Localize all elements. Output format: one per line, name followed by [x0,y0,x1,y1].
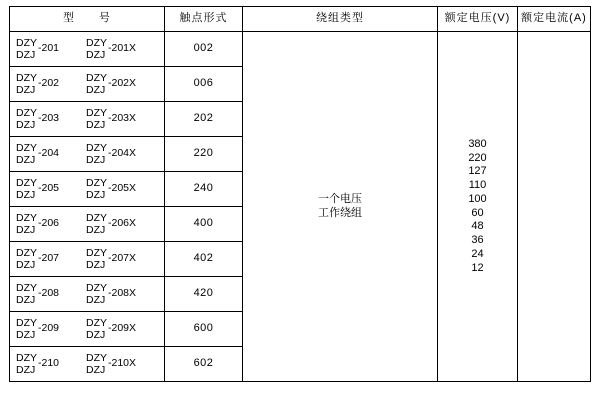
voltage-value: 24 [471,247,484,260]
model-prefix-d: DZJ [86,154,106,166]
model-prefix-b: DZJ [16,154,36,166]
cell-model [10,207,165,242]
relay-spec-table [9,6,591,382]
voltage-value: 380 [468,137,487,150]
cell-contact-form: 002 [165,32,243,67]
model-prefix-c: DZY [86,316,107,329]
model-suffix-a: -207 [38,252,60,265]
model-suffix-a: -206 [38,217,60,230]
model-group-right [86,317,156,341]
model-prefix-a: DZY [16,176,37,189]
model-suffix-c: -208X [108,287,137,300]
model-suffix-c: -204X [108,147,137,160]
cell-contact-form: 402 [165,242,243,277]
cell-model [10,67,165,102]
cell-model [10,277,165,312]
model-group-left [16,37,86,61]
voltage-value: 60 [471,206,484,219]
model-prefix-d: DZJ [86,329,106,341]
model-prefix-c: DZY [86,71,107,84]
model-prefix-b: DZJ [16,84,36,96]
model-suffix-a: -202 [38,77,60,90]
model-suffix-a: -209 [38,322,60,335]
voltage-value: 36 [471,234,484,246]
header-rated-voltage: 额定电压(V) [438,7,518,32]
cell-contact-form: 220 [165,137,243,172]
model-prefix-a: DZY [16,106,37,119]
model-suffix-c: -206X [108,217,137,230]
table-header-row [10,7,591,32]
model-group-right [86,177,156,201]
model-prefix-b: DZJ [16,364,36,376]
model-prefix-b: DZJ [16,49,36,61]
model-suffix-c: -202X [108,77,137,90]
model-group-right [86,282,156,306]
model-group-left [16,177,86,201]
cell-contact-form: 240 [165,172,243,207]
model-prefix-a: DZY [16,246,37,259]
header-winding-type: 绕组类型 [243,7,438,32]
cell-model [10,242,165,277]
model-group-right [86,142,156,166]
cell-model [10,172,165,207]
cell-model [10,312,165,347]
cell-model [10,137,165,172]
model-prefix-c: DZY [86,351,107,364]
model-prefix-b: DZJ [16,224,36,236]
model-group-left [16,282,86,306]
model-prefix-d: DZJ [86,294,106,306]
model-prefix-d: DZJ [86,224,106,236]
model-suffix-c: -203X [108,112,137,125]
table-row [10,32,591,67]
model-prefix-d: DZJ [86,259,106,271]
model-prefix-c: DZY [86,211,107,224]
model-prefix-c: DZY [86,281,107,294]
model-suffix-c: -205X [108,182,137,195]
model-prefix-c: DZY [86,246,107,259]
model-prefix-d: DZJ [86,119,106,131]
cell-contact-form: 202 [165,102,243,137]
model-prefix-b: DZJ [16,294,36,306]
model-suffix-a: -203 [38,112,60,125]
cell-rated-current [518,32,591,382]
model-prefix-c: DZY [86,36,107,49]
model-prefix-c: DZY [86,141,107,154]
cell-rated-voltage [438,32,518,382]
model-group-right [86,107,156,131]
model-suffix-a: -205 [38,182,60,195]
model-group-right [86,37,156,61]
model-prefix-a: DZY [16,36,37,49]
cell-model [10,347,165,382]
spec-table-page [0,6,600,406]
model-prefix-a: DZY [16,71,37,84]
voltage-value: 12 [471,261,484,274]
model-group-left [16,72,86,96]
model-prefix-d: DZJ [86,49,106,61]
model-prefix-c: DZY [86,176,107,189]
cell-contact-form: 420 [165,277,243,312]
header-contact-form: 触点形式 [165,7,243,32]
model-group-left [16,317,86,341]
model-group-left [16,212,86,236]
cell-contact-form: 400 [165,207,243,242]
model-suffix-c: -201X [108,42,137,55]
winding-line-1: 一个电压 [318,192,362,205]
cell-winding-type [243,32,438,382]
model-suffix-a: -208 [38,287,60,300]
voltage-value: 127 [468,165,487,178]
model-prefix-b: DZJ [16,329,36,341]
model-group-left [16,142,86,166]
cell-model [10,32,165,67]
header-rated-current: 额定电流(A) [518,7,591,32]
model-group-left [16,247,86,271]
model-prefix-a: DZY [16,141,37,154]
model-prefix-d: DZJ [86,84,106,96]
model-group-left [16,352,86,376]
model-prefix-a: DZY [16,211,37,224]
model-suffix-a: -204 [38,147,60,160]
header-model: 型 号 [10,7,165,32]
model-group-right [86,72,156,96]
model-prefix-a: DZY [16,351,37,364]
model-prefix-d: DZJ [86,364,106,376]
model-prefix-b: DZJ [16,189,36,201]
model-prefix-d: DZJ [86,189,106,201]
voltage-value: 48 [471,220,484,233]
model-group-left [16,107,86,131]
winding-line-2: 工作绕组 [318,206,362,219]
model-group-right [86,212,156,236]
model-prefix-a: DZY [16,316,37,329]
cell-contact-form: 602 [165,347,243,382]
cell-model [10,102,165,137]
model-prefix-b: DZJ [16,119,36,131]
model-prefix-a: DZY [16,281,37,294]
model-group-right [86,247,156,271]
model-group-right [86,352,156,376]
cell-contact-form: 600 [165,312,243,347]
model-suffix-c: -207X [108,252,137,265]
cell-contact-form: 006 [165,67,243,102]
model-prefix-c: DZY [86,106,107,119]
voltage-value: 100 [468,192,487,205]
model-suffix-c: -210X [108,357,137,370]
model-prefix-b: DZJ [16,259,36,271]
voltage-value: 110 [468,179,487,191]
voltage-value: 220 [468,151,487,164]
model-suffix-c: -209X [108,322,137,335]
model-suffix-a: -201 [38,42,60,55]
model-suffix-a: -210 [38,357,60,370]
